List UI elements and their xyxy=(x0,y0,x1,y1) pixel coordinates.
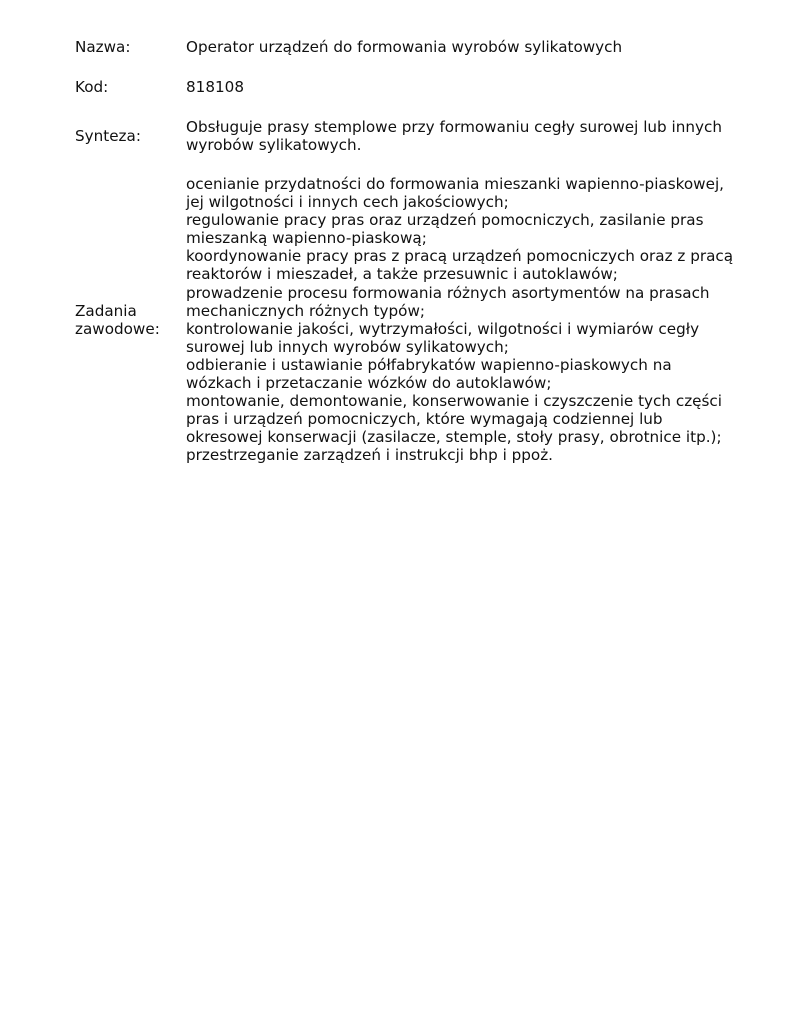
task-line: koordynowanie pracy pras z pracą urządzeń pomocniczych oraz z pracą xyxy=(186,247,734,266)
task-item xyxy=(186,284,766,320)
zadania-label xyxy=(75,302,180,338)
task-item xyxy=(186,175,766,211)
task-line: okresowej konserwacji (zasilacze, stemple, stoły prasy, obrotnice itp.); xyxy=(186,428,722,447)
zadania-label-line: zawodowe: xyxy=(75,320,160,339)
tasks-list xyxy=(186,175,766,465)
task-line: montowanie, demontowanie, konserwowanie i czyszczenie tych części xyxy=(186,392,722,411)
nazwa-value: Operator urządzeń do formowania wyrobów sylikatowych xyxy=(186,38,623,56)
task-item xyxy=(186,392,766,446)
task-line: prowadzenie procesu formowania różnych asortymentów na prasach xyxy=(186,283,710,302)
kod-label: Kod: xyxy=(75,78,109,96)
task-line: ocenianie przydatności do formowania mieszanki wapienno-piaskowej, xyxy=(186,175,724,193)
task-line: regulowanie pracy pras oraz urządzeń pomocniczych, zasilanie pras xyxy=(186,211,704,230)
synteza-line: wyrobów sylikatowych. xyxy=(186,136,362,155)
synteza-label: Synteza: xyxy=(75,127,141,145)
task-item xyxy=(186,320,766,356)
nazwa-label: Nazwa: xyxy=(75,38,131,56)
synteza-line: Obsługuje prasy stemplowe przy formowaniu cegły surowej lub innych xyxy=(186,118,722,136)
zadania-label-line: Zadania xyxy=(75,302,137,320)
task-line: reaktorów i mieszadeł, a także przesuwnic i autoklawów; xyxy=(186,265,618,284)
task-line: kontrolowanie jakości, wytrzymałości, wilgotności i wymiarów cegły xyxy=(186,319,700,338)
synteza-value xyxy=(186,118,766,154)
task-item xyxy=(186,247,766,283)
task-line: przestrzeganie zarządzeń i instrukcji bhp i ppoż. xyxy=(186,446,553,465)
task-line: pras i urządzeń pomocniczych, które wymagają codziennej lub xyxy=(186,410,663,429)
task-line: jej wilgotności i innych cech jakościowych; xyxy=(186,193,509,212)
task-line: odbieranie i ustawianie półfabrykatów wapienno-piaskowych na xyxy=(186,355,672,374)
task-item xyxy=(186,356,766,392)
task-item xyxy=(186,446,766,464)
task-line: mieszanką wapienno-piaskową; xyxy=(186,229,427,248)
task-line: surowej lub innych wyrobów sylikatowych; xyxy=(186,337,509,356)
task-line: mechanicznych różnych typów; xyxy=(186,301,426,320)
task-line: wózkach i przetaczanie wózków do autoklawów; xyxy=(186,374,552,393)
kod-value: 818108 xyxy=(186,78,244,96)
task-item xyxy=(186,211,766,247)
